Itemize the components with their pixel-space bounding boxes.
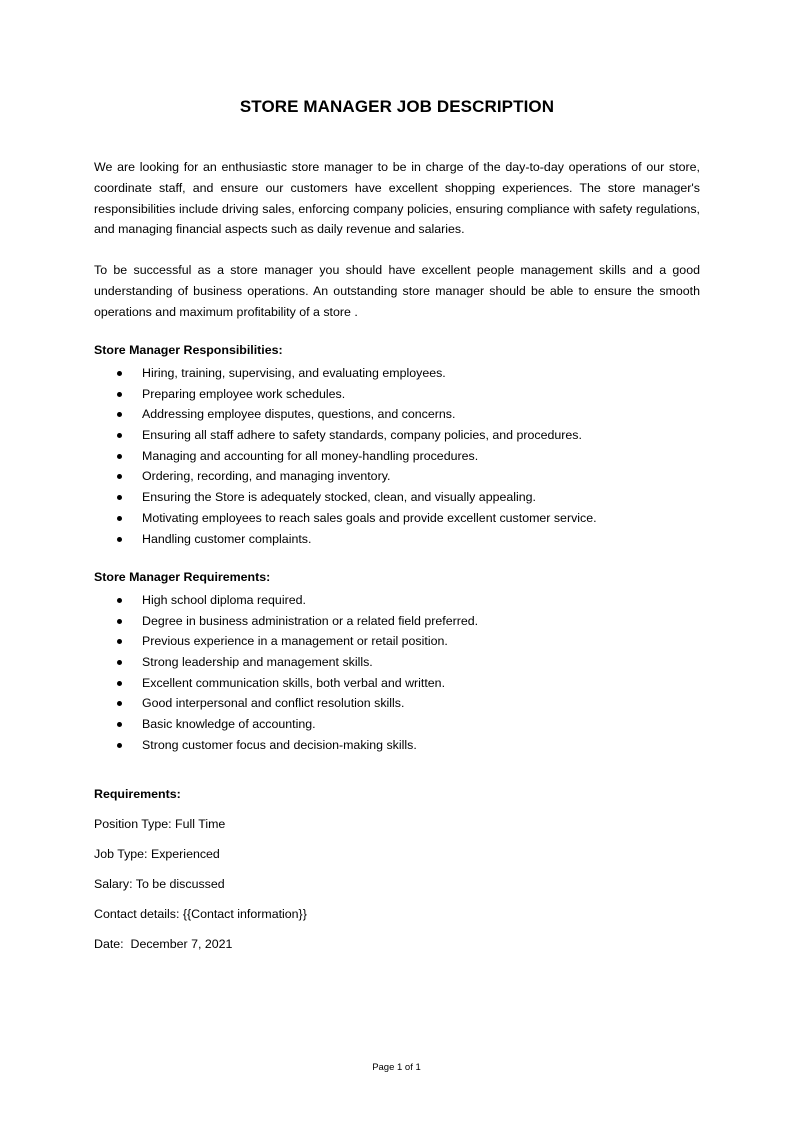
list-item <box>94 466 700 487</box>
list-item-text: Degree in business administration or a related field preferred. <box>142 613 479 628</box>
page-footer: Page 1 of 1 <box>372 1062 421 1073</box>
list-item <box>94 508 700 529</box>
list-item-text: Handling customer complaints. <box>142 531 312 546</box>
bullet-icon <box>117 474 122 479</box>
intro-paragraph-2: To be successful as a store manager you should have excellent people management skills and a good understanding of business operations. An outstanding store manager should be able to ensure the smooth operations and maximum profitability of a store . <box>94 263 700 319</box>
list-item <box>94 487 700 508</box>
list-item <box>94 425 700 446</box>
bullet-icon <box>117 371 122 376</box>
job-type: Job Type: Experienced <box>94 847 220 861</box>
list-item-text: High school diploma required. <box>142 593 306 607</box>
bullet-icon <box>117 660 122 665</box>
list-item-text: Strong customer focus and decision-making skills. <box>142 737 417 752</box>
bullet-icon <box>117 495 122 500</box>
list-item-text: Basic knowledge of accounting. <box>142 717 316 732</box>
list-item-text: Excellent communication skills, both verbal and written. <box>142 675 446 690</box>
list-item-text: Strong leadership and management skills. <box>142 655 373 670</box>
list-item-text: Previous experience in a management or retail position. <box>142 634 448 649</box>
list-item-text: Ensuring all staff adhere to safety standards, company policies, and procedures. <box>142 428 582 443</box>
list-item <box>94 404 700 425</box>
contact-details: Contact details: {{Contact information}} <box>94 907 307 921</box>
bullet-icon <box>117 412 122 417</box>
bullet-icon <box>117 639 122 644</box>
bullet-icon <box>117 681 122 686</box>
bullet-icon <box>117 392 122 397</box>
salary: Salary: To be discussed <box>94 877 225 891</box>
bullet-icon <box>117 722 122 727</box>
bullet-icon <box>117 433 122 438</box>
requirements-heading: Store Manager Requirements: <box>94 570 271 584</box>
list-item-text: Ordering, recording, and managing inventory. <box>142 469 391 484</box>
document-page <box>94 0 700 1122</box>
list-item <box>94 384 700 405</box>
bullet-icon <box>117 537 122 542</box>
details-heading: Requirements: <box>94 787 181 801</box>
list-item-text: Good interpersonal and conflict resolution skills. <box>142 696 405 711</box>
requirements-list <box>94 590 700 756</box>
job-details <box>94 784 307 964</box>
list-item-text: Managing and accounting for all money-handling procedures. <box>142 448 479 463</box>
list-item <box>94 735 700 756</box>
bullet-icon <box>117 598 122 603</box>
list-item <box>94 363 700 384</box>
list-item <box>94 611 700 632</box>
bullet-icon <box>117 516 122 521</box>
responsibilities-list <box>94 363 700 549</box>
list-item-text: Hiring, training, supervising, and evaluating employees. <box>142 366 446 380</box>
list-item-text: Motivating employees to reach sales goals and provide excellent customer service. <box>142 510 597 525</box>
date: Date: December 7, 2021 <box>94 937 233 951</box>
list-item <box>94 446 700 467</box>
bullet-icon <box>117 619 122 624</box>
bullet-icon <box>117 454 122 459</box>
list-item <box>94 590 700 611</box>
list-item <box>94 693 700 714</box>
position-type: Position Type: Full Time <box>94 817 226 831</box>
list-item <box>94 673 700 694</box>
responsibilities-heading: Store Manager Responsibilities: <box>94 343 283 357</box>
list-item <box>94 529 700 550</box>
list-item <box>94 631 700 652</box>
bullet-icon <box>117 701 122 706</box>
bullet-icon <box>117 743 122 748</box>
list-item-text: Preparing employee work schedules. <box>142 386 346 401</box>
list-item <box>94 714 700 735</box>
list-item <box>94 652 700 673</box>
intro-paragraph-1: We are looking for an enthusiastic store manager to be in charge of the day-to-day operations of our store, coordinate staff, and ensure our customers have excellent shopping experiences. The store manager's responsibilities include driving sales, enforcing company policies, ensuring compliance with safety regulations, and managing financial aspects such as daily revenue and salaries. <box>94 160 700 237</box>
list-item-text: Ensuring the Store is adequately stocked, clean, and visually appealing. <box>142 490 536 505</box>
list-item-text: Addressing employee disputes, questions, and concerns. <box>142 407 456 422</box>
document-title: STORE MANAGER JOB DESCRIPTION <box>239 97 555 116</box>
